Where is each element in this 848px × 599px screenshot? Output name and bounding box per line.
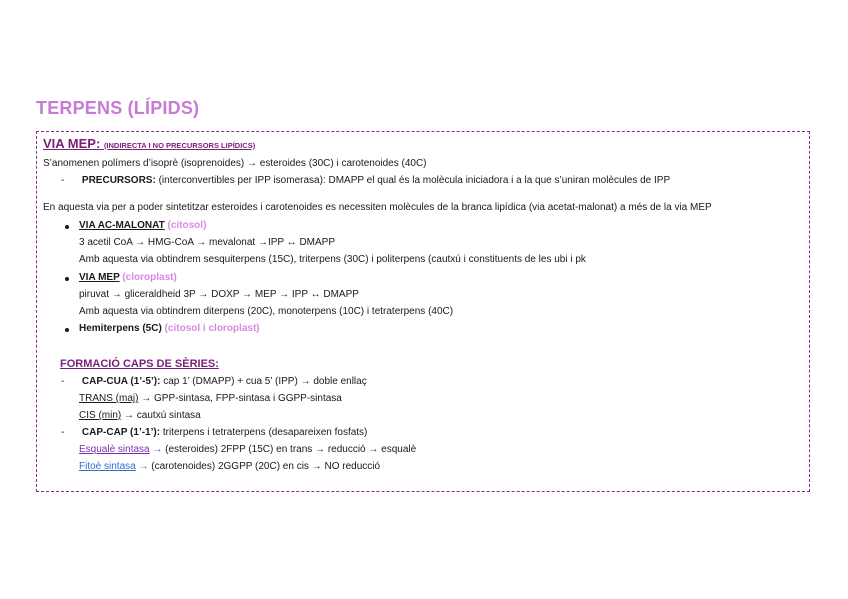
hemiterpens-location: (citosol i cloroplast) [161, 323, 260, 334]
dash-bullet: - [61, 376, 65, 387]
cis-line [79, 409, 201, 422]
ac-malonat-products: Amb aquesta via obtindrem sesquiterpens (15C), triterpens (30C) i politerpens (cautxú i constituents de les ubi i pk [79, 254, 586, 265]
capcap-label: CAP-CAP (1’-1’): [81, 427, 161, 438]
esquale-line [79, 443, 416, 456]
trans-line [79, 392, 342, 405]
page-title: TERPENS (LÍPIDS) [36, 98, 200, 118]
mep-products: Amb aquesta via obtindrem diterpens (20C), monoterpens (10C) i tetraterpens (40C) [79, 306, 454, 317]
bullet-dot [65, 277, 69, 281]
isoprenoides-line: S’anomenen polímers d’isoprè (isoprenoides) → esteroides (30C) i carotenoides (40C) [43, 158, 427, 169]
fitoe-text: (carotenoides) 2GGPP (20C) en cis → NO reducció [148, 461, 381, 472]
hemiterpens-item [79, 322, 260, 335]
dash-bullet: - [61, 427, 65, 438]
fitoe-link[interactable]: Fitoè sintasa [79, 461, 136, 472]
ac-malonat-pathway: 3 acetil CoA → HMG-CoA → mevalonat →IPP ↔ DMAPP [79, 237, 336, 248]
formacio-heading: FORMACIÓ CAPS DE SÈRIES: [60, 358, 219, 370]
arrow-icon: → [135, 461, 149, 472]
cis-label: CIS (min) [79, 410, 122, 421]
ac-malonat-heading [79, 219, 206, 232]
esquale-text: (esteroides) 2FPP (15C) en trans → reducció → esqualè [162, 444, 417, 455]
arrow-icon: → [149, 444, 163, 455]
ac-malonat-location: (citosol) [164, 220, 207, 231]
capcua-label: CAP-CUA (1’-5’): [81, 376, 161, 387]
bullet-dot [65, 328, 69, 332]
capcap-text: triterpens i tetraterpens (desapareixen fosfats) [160, 427, 368, 438]
via-mep-heading-sub: (INDIRECTA I NO PRECURSORS LIPÍDICS) [103, 141, 256, 150]
fitoe-line [79, 460, 380, 473]
capcap-item [61, 426, 367, 439]
mep-location: (cloroplast) [119, 272, 177, 283]
trans-text: → GPP-sintasa, FPP-sintasa i GGPP-sintasa [138, 393, 342, 404]
mep-heading [79, 271, 177, 284]
via-mep-heading [43, 136, 255, 151]
precursors-label: PRECURSORS: [81, 175, 156, 186]
cis-text: → cautxú sintasa [121, 410, 201, 421]
dash-bullet: - [61, 175, 65, 186]
ac-malonat-label: VIA AC-MALONAT [79, 220, 165, 231]
capcua-text: cap 1’ (DMAPP) + cua 5’ (IPP) → doble enllaç [160, 376, 367, 387]
hemiterpens-label: Hemiterpens (5C) [79, 323, 162, 334]
esquale-link[interactable]: Esqualè sintasa [79, 444, 150, 455]
capcua-item [61, 375, 367, 388]
mep-label: VIA MEP [79, 272, 120, 283]
intro-paragraph: En aquesta via per a poder sintetitzar esteroides i carotenoides es necessiten molècules de la branca lipídica (via acetat-malonat) a més de la via MEP [43, 202, 712, 213]
precursors-text: (interconvertibles per IPP isomerasa): DMAPP el qual és la molècula iniciadora i a la que s’uniran molècules de IPP [155, 175, 671, 186]
mep-pathway: piruvat → gliceraldheid 3P → DOXP → MEP → IPP ↔ DMAPP [79, 289, 359, 300]
content-box [36, 131, 810, 492]
trans-label: TRANS (maj) [79, 393, 139, 404]
via-mep-heading-label: VIA MEP: [43, 136, 101, 151]
precursors-item [61, 174, 670, 187]
bullet-dot [65, 225, 69, 229]
